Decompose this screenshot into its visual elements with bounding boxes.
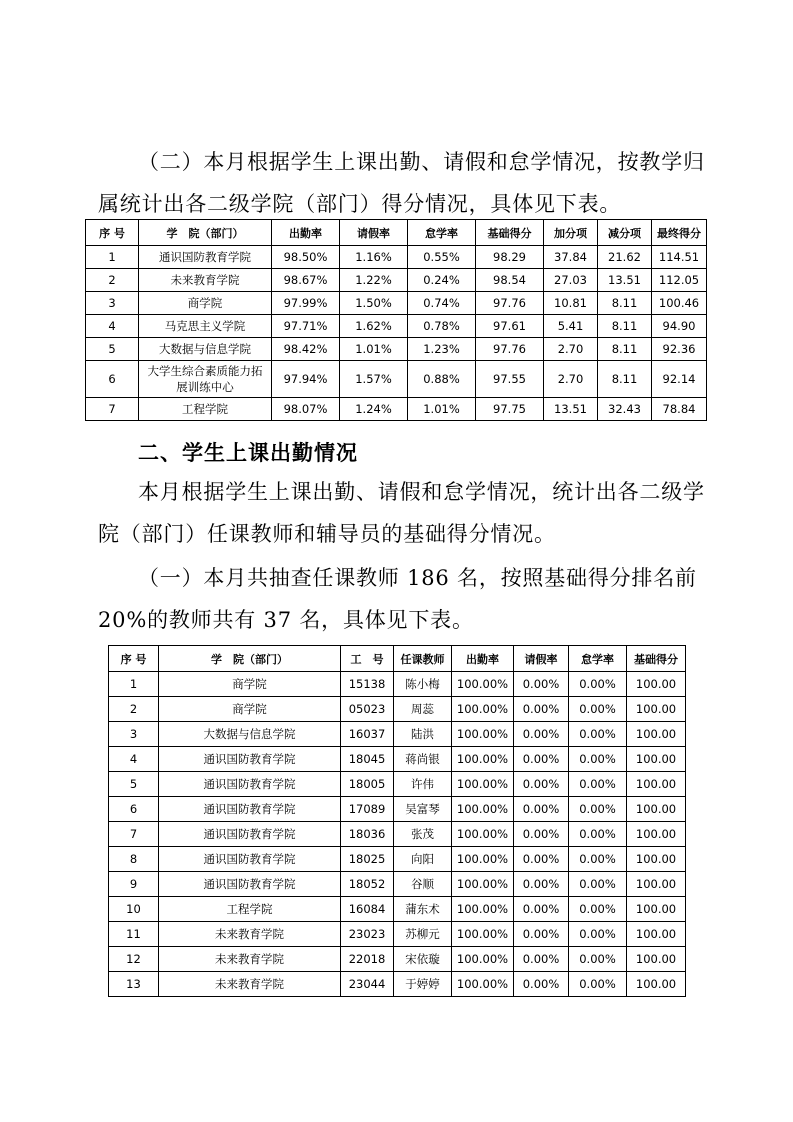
table-row [109, 772, 686, 797]
table-cell: 0.00% [569, 697, 627, 722]
table-row [86, 315, 707, 338]
table-cell: 0.00% [514, 772, 569, 797]
table-cell: 7 [86, 398, 139, 421]
table-cell: 0.00% [514, 797, 569, 822]
table-cell: 谷顺 [394, 872, 452, 897]
table-cell: 未来教育学院 [139, 269, 272, 292]
table-cell: 0.00% [514, 972, 569, 997]
table-cell: 98.50% [272, 246, 340, 269]
column-header: 序 号 [109, 646, 159, 672]
table-header-row [86, 220, 707, 246]
table-cell: 100.00% [452, 822, 514, 847]
table-cell: 0.55% [408, 246, 476, 269]
table-cell: 通识国防教育学院 [159, 772, 341, 797]
table-cell: 97.61 [476, 315, 544, 338]
table-cell: 100.00% [452, 847, 514, 872]
table-row [109, 972, 686, 997]
table-header-row [109, 646, 686, 672]
table-cell: 05023 [341, 697, 394, 722]
table-cell: 100.00 [627, 772, 686, 797]
table-cell: 蒋尚银 [394, 747, 452, 772]
table-cell: 5 [109, 772, 159, 797]
section-intro: 本月根据学生上课出勤、请假和怠学情况，统计出各二级学院（部门）任课教师和辅导员的基础得分情况。 [98, 480, 705, 546]
table-cell: 18005 [341, 772, 394, 797]
table-cell: 23044 [341, 972, 394, 997]
table-cell: 1.57% [340, 361, 408, 398]
table-cell: 98.07% [272, 398, 340, 421]
table-cell: 100.00% [452, 747, 514, 772]
table-cell: 0.24% [408, 269, 476, 292]
table-cell: 97.94% [272, 361, 340, 398]
table-cell: 商学院 [159, 672, 341, 697]
table-cell: 100.00 [627, 747, 686, 772]
table-row [109, 797, 686, 822]
table-cell: 98.54 [476, 269, 544, 292]
table-cell: 2.70 [544, 361, 598, 398]
table-cell: 0.00% [514, 722, 569, 747]
table-cell: 100.00% [452, 972, 514, 997]
college-score-table [85, 219, 707, 421]
table-cell: 0.00% [514, 822, 569, 847]
table-cell: 100.00 [627, 797, 686, 822]
table-cell: 1.22% [340, 269, 408, 292]
table-cell: 大学生综合素质能力拓展训练中心 [139, 361, 272, 398]
table-cell: 21.62 [598, 246, 652, 269]
table-row [109, 822, 686, 847]
table-cell: 13.51 [598, 269, 652, 292]
table-cell: 12 [109, 947, 159, 972]
table-cell: 0.00% [514, 847, 569, 872]
column-header: 基础得分 [627, 646, 686, 672]
table-cell: 112.05 [652, 269, 707, 292]
table-cell: 通识国防教育学院 [159, 747, 341, 772]
table-cell: 苏柳元 [394, 922, 452, 947]
table-cell: 工程学院 [139, 398, 272, 421]
section-sub-intro: （一）本月共抽查任课教师 186 名，按照基础得分排名前 20%的教师共有 37 名，具体见下表。 [98, 566, 697, 632]
table-cell: 100.00 [627, 722, 686, 747]
table-cell: 92.14 [652, 361, 707, 398]
table-cell: 0.00% [514, 872, 569, 897]
table-cell: 陈小梅 [394, 672, 452, 697]
table-cell: 78.84 [652, 398, 707, 421]
table-cell: 周蕊 [394, 697, 452, 722]
table-cell: 100.46 [652, 292, 707, 315]
section-heading: 二、学生上课出勤情况 [138, 441, 358, 465]
table-cell: 100.00% [452, 772, 514, 797]
table-cell: 0.00% [569, 747, 627, 772]
table-cell: 1 [86, 246, 139, 269]
table-cell: 0.00% [569, 847, 627, 872]
column-header: 序 号 [86, 220, 139, 246]
table-cell: 8.11 [598, 315, 652, 338]
table-cell: 100.00 [627, 972, 686, 997]
column-header: 任课教师 [394, 646, 452, 672]
table-row [86, 398, 707, 421]
table-cell: 27.03 [544, 269, 598, 292]
table-cell: 9 [109, 872, 159, 897]
table-cell: 0.00% [514, 947, 569, 972]
table-cell: 7 [109, 822, 159, 847]
table-cell: 97.76 [476, 292, 544, 315]
table-cell: 5 [86, 338, 139, 361]
table-cell: 8.11 [598, 361, 652, 398]
table-cell: 100.00 [627, 922, 686, 947]
table-cell: 8 [109, 847, 159, 872]
table-cell: 0.88% [408, 361, 476, 398]
column-header: 减分项 [598, 220, 652, 246]
table-cell: 6 [86, 361, 139, 398]
table-cell: 22018 [341, 947, 394, 972]
table-cell: 100.00% [452, 697, 514, 722]
table-cell: 0.00% [514, 672, 569, 697]
table-cell: 16037 [341, 722, 394, 747]
table-cell: 100.00 [627, 947, 686, 972]
table-cell: 100.00% [452, 947, 514, 972]
table-cell: 13.51 [544, 398, 598, 421]
column-header: 请假率 [340, 220, 408, 246]
table-cell: 10 [109, 897, 159, 922]
table-cell: 0.00% [569, 672, 627, 697]
table-cell: 0.00% [569, 897, 627, 922]
table-cell: 100.00 [627, 822, 686, 847]
table-row [109, 897, 686, 922]
table-cell: 100.00 [627, 897, 686, 922]
table-cell: 18052 [341, 872, 394, 897]
table-row [86, 269, 707, 292]
table-cell: 100.00% [452, 897, 514, 922]
column-header: 怠学率 [569, 646, 627, 672]
table-row [86, 361, 707, 398]
table-cell: 18025 [341, 847, 394, 872]
table-cell: 17089 [341, 797, 394, 822]
table-cell: 宋依璇 [394, 947, 452, 972]
table-cell: 0.00% [569, 797, 627, 822]
table-cell: 大数据与信息学院 [139, 338, 272, 361]
table-cell: 3 [109, 722, 159, 747]
table-cell: 工程学院 [159, 897, 341, 922]
table-row [109, 697, 686, 722]
table-cell: 2 [86, 269, 139, 292]
table-cell: 114.51 [652, 246, 707, 269]
table-cell: 1.23% [408, 338, 476, 361]
table-cell: 11 [109, 922, 159, 947]
table-cell: 大数据与信息学院 [159, 722, 341, 747]
table-cell: 于婷婷 [394, 972, 452, 997]
column-header: 怠学率 [408, 220, 476, 246]
table-cell: 0.00% [569, 772, 627, 797]
column-header: 出勤率 [452, 646, 514, 672]
table-cell: 100.00% [452, 872, 514, 897]
table-cell: 37.84 [544, 246, 598, 269]
table-cell: 通识国防教育学院 [159, 822, 341, 847]
table-cell: 陆洪 [394, 722, 452, 747]
table-cell: 97.71% [272, 315, 340, 338]
table-cell: 98.42% [272, 338, 340, 361]
table-cell: 4 [86, 315, 139, 338]
column-header: 学 院（部门） [139, 220, 272, 246]
table-cell: 向阳 [394, 847, 452, 872]
column-header: 基础得分 [476, 220, 544, 246]
table-cell: 97.55 [476, 361, 544, 398]
table-cell: 18045 [341, 747, 394, 772]
table-cell: 0.00% [569, 822, 627, 847]
table-cell: 100.00% [452, 922, 514, 947]
table-cell: 0.00% [569, 872, 627, 897]
table-cell: 100.00 [627, 697, 686, 722]
table-cell: 1 [109, 672, 159, 697]
table-cell: 98.29 [476, 246, 544, 269]
table-cell: 通识国防教育学院 [159, 872, 341, 897]
table-cell: 13 [109, 972, 159, 997]
table-cell: 1.24% [340, 398, 408, 421]
table-cell: 2 [109, 697, 159, 722]
table-cell: 商学院 [139, 292, 272, 315]
table-row [109, 722, 686, 747]
table-cell: 16084 [341, 897, 394, 922]
table-cell: 通识国防教育学院 [159, 847, 341, 872]
table-row [109, 747, 686, 772]
table-cell: 0.00% [569, 947, 627, 972]
table-cell: 32.43 [598, 398, 652, 421]
table-cell: 97.76 [476, 338, 544, 361]
table-cell: 0.78% [408, 315, 476, 338]
table-cell: 吴富琴 [394, 797, 452, 822]
section-b-line2: 属统计出各二级学院（部门）得分情况，具体见下表。 [98, 192, 622, 216]
table-cell: 0.00% [514, 897, 569, 922]
table-cell: 1.50% [340, 292, 408, 315]
table-cell: 100.00 [627, 847, 686, 872]
table-cell: 8.11 [598, 338, 652, 361]
table-cell: 0.00% [514, 697, 569, 722]
table-cell: 100.00 [627, 872, 686, 897]
table-cell: 100.00 [627, 672, 686, 697]
table-cell: 18036 [341, 822, 394, 847]
table-cell: 0.00% [569, 722, 627, 747]
table-row [109, 672, 686, 697]
column-header: 最终得分 [652, 220, 707, 246]
table-cell: 6 [109, 797, 159, 822]
table-cell: 94.90 [652, 315, 707, 338]
table-cell: 92.36 [652, 338, 707, 361]
table-row [86, 292, 707, 315]
table-cell: 3 [86, 292, 139, 315]
table-cell: 1.01% [408, 398, 476, 421]
table-cell: 98.67% [272, 269, 340, 292]
table-cell: 马克思主义学院 [139, 315, 272, 338]
table-cell: 23023 [341, 922, 394, 947]
table-cell: 商学院 [159, 697, 341, 722]
table-row [109, 922, 686, 947]
table-cell: 100.00% [452, 797, 514, 822]
table-cell: 1.01% [340, 338, 408, 361]
teacher-score-table [108, 645, 686, 997]
table-row [109, 872, 686, 897]
table-cell: 0.00% [514, 747, 569, 772]
table-cell: 通识国防教育学院 [139, 246, 272, 269]
table-row [109, 847, 686, 872]
table-cell: 未来教育学院 [159, 922, 341, 947]
column-header: 请假率 [514, 646, 569, 672]
table-cell: 8.11 [598, 292, 652, 315]
table-cell: 0.74% [408, 292, 476, 315]
column-header: 加分项 [544, 220, 598, 246]
table-cell: 0.00% [514, 922, 569, 947]
column-header: 学 院（部门） [159, 646, 341, 672]
table-cell: 100.00% [452, 672, 514, 697]
column-header: 出勤率 [272, 220, 340, 246]
table-cell: 2.70 [544, 338, 598, 361]
table-cell: 15138 [341, 672, 394, 697]
table-cell: 许伟 [394, 772, 452, 797]
table-cell: 97.75 [476, 398, 544, 421]
table-row [86, 338, 707, 361]
table-cell: 10.81 [544, 292, 598, 315]
table-cell: 97.99% [272, 292, 340, 315]
table-cell: 未来教育学院 [159, 972, 341, 997]
table-cell: 4 [109, 747, 159, 772]
table-cell: 5.41 [544, 315, 598, 338]
table-cell: 0.00% [569, 922, 627, 947]
table-cell: 蒲东术 [394, 897, 452, 922]
table-row [86, 246, 707, 269]
table-cell: 1.62% [340, 315, 408, 338]
table-cell: 张茂 [394, 822, 452, 847]
table-cell: 1.16% [340, 246, 408, 269]
table-cell: 未来教育学院 [159, 947, 341, 972]
table-cell: 通识国防教育学院 [159, 797, 341, 822]
column-header: 工 号 [341, 646, 394, 672]
table-cell: 0.00% [569, 972, 627, 997]
table-cell: 100.00% [452, 722, 514, 747]
section-b-line1: （二）本月根据学生上课出勤、请假和怠学情况，按教学归 [138, 150, 705, 174]
table-row [109, 947, 686, 972]
